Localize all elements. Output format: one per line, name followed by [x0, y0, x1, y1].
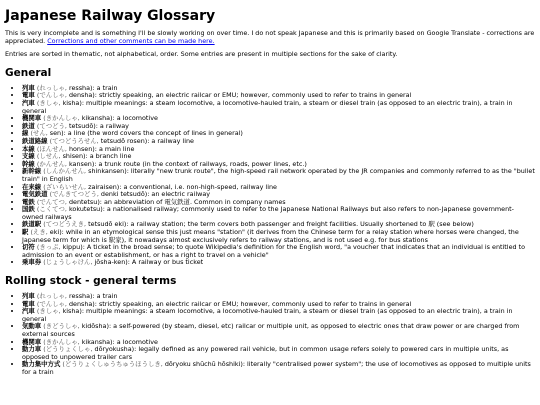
glossary-definition: dōryokusha): legally defined as any powered rail vehicle, but in common usage refers solely to powered cars in multiple units, as opposed to unpowered trailer cars — [22, 345, 509, 361]
glossary-entry — [22, 361, 535, 376]
glossary-reading: (れっしゃ, — [36, 292, 67, 301]
glossary-definition: jōsha-ken): A railway or bus ticket — [92, 258, 204, 267]
glossary-reading: (せん, — [30, 129, 48, 138]
page-title: Japanese Railway Glossary — [5, 8, 216, 24]
glossary-entry — [22, 323, 535, 338]
glossary-term: 動力集中方式 — [22, 360, 61, 369]
glossary-term: 本線 — [22, 144, 35, 153]
glossary-definition: ressha): a train — [66, 292, 118, 301]
glossary-term: 乗車券 — [22, 258, 42, 267]
glossary-reading: (どうりょくしゃ, — [43, 345, 93, 354]
glossary-term: 支線 — [22, 152, 35, 161]
glossary-term: 列車 — [22, 83, 35, 92]
glossary-term: 幹線 — [22, 159, 35, 168]
glossary-definition: kidōsha): a self-powered (by steam, diesel, etc) railcar or multiple unit, as opposed to electric ones that draw power or are charged from external sources — [22, 322, 520, 338]
glossary-term: 新幹線 — [22, 167, 42, 176]
glossary-term: 電気鉄道 — [22, 190, 48, 199]
glossary-reading: (てつどうえき, — [43, 220, 87, 229]
glossary-term: 鉄道路線 — [22, 136, 48, 145]
glossary-reading: (でんしゃ, — [36, 91, 67, 100]
glossary-term: 機関車 — [22, 337, 42, 346]
glossary-term: 機関車 — [22, 114, 42, 123]
glossary-term: 鉄道駅 — [22, 220, 42, 229]
corrections-link[interactable]: Corrections and other comments can be made here. — [47, 36, 215, 45]
glossary-reading: (でんきてつどう, — [49, 190, 99, 199]
glossary-term: 鉄道 — [22, 121, 35, 130]
glossary-term: 汽車 — [22, 98, 35, 107]
section-rolling-stock — [5, 275, 535, 377]
glossary-definition: kippu): A ticket in the broad sense; to quote Wikipedia's definition for the English word, "a voucher that indicates that an individual is entitled to admission to an event or establishment, or has a right to travel on a vehicle" — [22, 243, 526, 259]
glossary-reading: (れっしゃ, — [36, 83, 67, 92]
glossary-definition: kisha): multiple meanings: a steam locomotive, a locomotive-hauled train, a steam or diesel train (as opposed to an electric train), a train in general — [22, 98, 513, 115]
intro-paragraph — [5, 30, 535, 45]
glossary-definition: sen): a line (the word covers the concept of lines in general) — [47, 129, 243, 138]
glossary-reading: (きかんしゃ, — [43, 337, 80, 346]
glossary-reading: (こくてつ, — [36, 205, 67, 214]
glossary-entry — [22, 259, 535, 267]
glossary-term: 電車 — [22, 91, 35, 100]
glossary-term: 列車 — [22, 292, 35, 301]
glossary-term: 在来線 — [22, 182, 42, 191]
glossary-term: 気動車 — [22, 322, 42, 331]
glossary-reading: (でんてつ, — [36, 197, 67, 206]
glossary-definition: honsen): a main line — [66, 144, 135, 153]
glossary-reading: (ざいらいせん, — [43, 182, 87, 191]
glossary-definition: dentetsu): an abbreviation of 電気鉄道. Common in company names — [66, 197, 286, 206]
glossary-term: 線 — [22, 129, 29, 138]
glossary-term: 動力車 — [22, 345, 42, 354]
glossary-definition: kokutetsu): a nationalised railway; commonly used to refer to the Japanese National Railways but also refers to non-Japanese government-owned railways — [22, 205, 514, 221]
glossary-entry — [22, 100, 535, 115]
glossary-definition: densha): strictly speaking, an electric railcar or EMU; however, commonly used to refer to trains in general — [66, 299, 412, 308]
glossary-reading: (どうりょくしゅうちゅうほうしき, — [62, 360, 163, 369]
glossary-term: 電鉄 — [22, 197, 35, 206]
glossary-definition: shinkansen): literally "new trunk route", the high-speed rail network operated by the JR companies and commonly referred to as the "bullet train" in English — [22, 167, 535, 183]
glossary-definition: kansen): a trunk route (in the context of railways, roads, power lines, etc.) — [66, 159, 307, 168]
intro-text: This is very incomplete and is something I'll be slowly working on over time. I do not speak Japanese and this is primarily based on Google Translate - corrections are appreciated. — [5, 29, 535, 45]
glossary-reading: (きどうしゃ, — [43, 322, 80, 331]
glossary-term: 汽車 — [22, 307, 35, 316]
glossary-reading: (でんしゃ, — [36, 299, 67, 308]
glossary-reading: (てつどう, — [36, 121, 67, 130]
section-heading: General — [5, 66, 52, 79]
glossary-definition: denki tetsudō): an electric railway — [98, 190, 211, 199]
glossary-entry — [22, 168, 535, 183]
glossary-reading: (かんせん, — [36, 159, 67, 168]
glossary-term: 国鉄 — [22, 205, 35, 214]
glossary-reading: (じょうしゃけん, — [43, 258, 93, 267]
glossary-reading: (きっぷ, — [36, 243, 61, 252]
glossary-term: 切符 — [22, 243, 35, 252]
section-heading: Rolling stock - general terms — [5, 275, 177, 288]
glossary-list — [5, 85, 535, 267]
glossary-reading: (ほんせん, — [36, 144, 67, 153]
glossary-reading: (しせん, — [36, 152, 61, 161]
glossary-definition: kisha): multiple meanings: a steam locomotive, a locomotive-hauled train, a steam or diesel train (as opposed to an electric train), a train in general — [22, 307, 513, 323]
glossary-entry — [22, 229, 535, 244]
glossary-definition: kikansha): a locomotive — [79, 114, 158, 123]
glossary-term: 電車 — [22, 299, 35, 308]
glossary-definition: kikansha): a locomotive — [79, 337, 158, 346]
glossary-reading: (きしゃ, — [36, 307, 61, 316]
glossary-definition: tetsudō): a railway — [66, 121, 129, 130]
glossary-definition: eki): while in an etymological sense this just means "station" (it derives from the Chinese term for a relay station where horses were changed, the Japanese term for which is 駅家), it nowadays almost exclusively refers to railway stations, and is not used e.g. for bus stations — [22, 228, 519, 244]
glossary-definition: dōryoku shūchū hōshiki): literally "centralised power system"; the use of locomotives as opposed to multiple units for a train — [22, 360, 531, 376]
glossary-definition: tetsudō rosen): a railway line — [98, 136, 194, 145]
glossary-definition: shisen): a branch line — [60, 152, 132, 161]
glossary-list — [5, 293, 535, 377]
glossary-definition: ressha): a train — [66, 83, 118, 92]
glossary-term: 駅 — [22, 228, 29, 237]
glossary-reading: (きしゃ, — [36, 98, 61, 107]
glossary-reading: (えき, — [30, 228, 48, 237]
glossary-reading: (てつどうろせん, — [49, 136, 99, 145]
glossary-reading: (きかんしゃ, — [43, 114, 80, 123]
glossary-definition: tetsudō eki): a railway station; the term covers both passenger and freight facilities. Usually shortened to 駅 (see below) — [86, 220, 474, 229]
glossary-definition: zairaisen): a conventional, i.e. non-high-speed, railway line — [86, 182, 277, 191]
sorting-note: Entries are sorted in thematic, not alphabetical, order. Some entries are present in multiple sections for the sake of clarity. — [5, 50, 398, 59]
sections — [5, 67, 535, 377]
glossary-reading: (しんかんせん, — [43, 167, 87, 176]
glossary-definition: densha): strictly speaking, an electric railcar or EMU; however, commonly used to refer to trains in general — [66, 91, 412, 100]
section-general — [5, 67, 535, 267]
